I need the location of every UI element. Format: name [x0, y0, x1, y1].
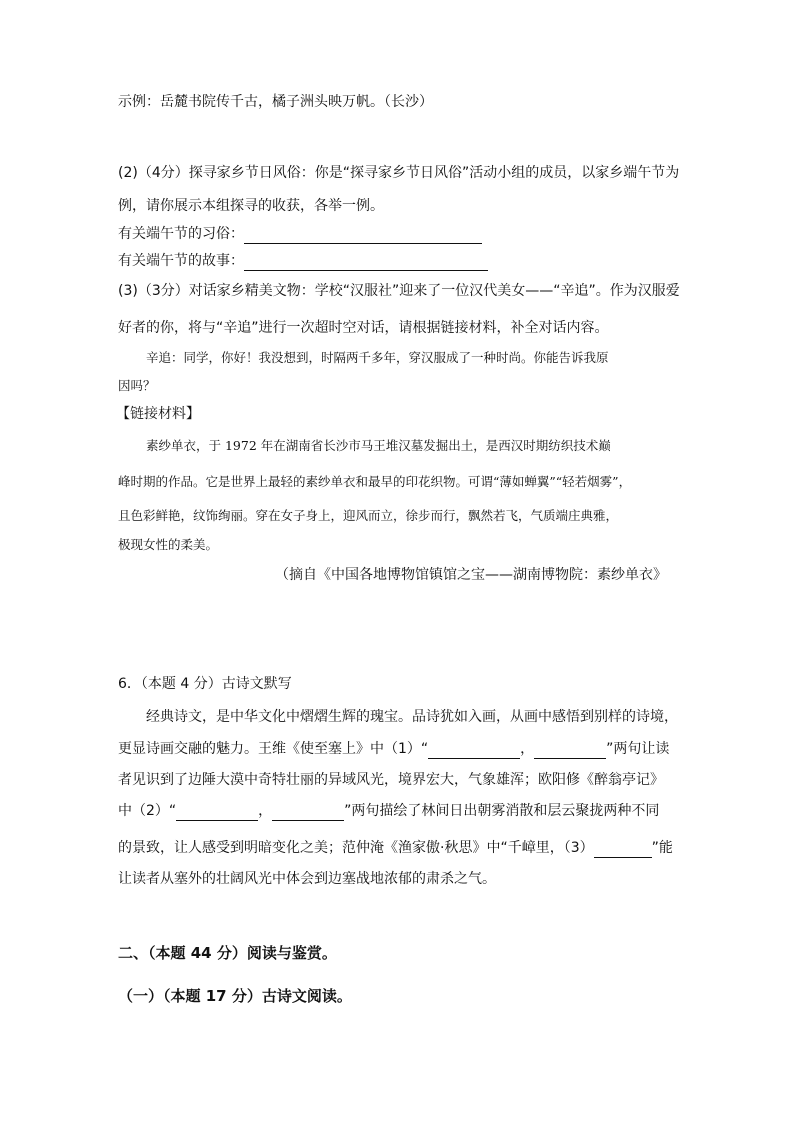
- q6-comma: ，: [520, 741, 535, 757]
- q6-text: 中（2）“: [118, 803, 177, 819]
- q6-text: ”两句让读: [606, 741, 670, 757]
- q6-comma: ，: [258, 803, 273, 819]
- material-line-1: 素纱单衣，于 1972 年在湖南省长沙市马王堆汉墓发掘出土，是西汉时期纺织技术巅: [146, 438, 611, 453]
- q2-story-label: 有关端午节的故事：: [118, 253, 244, 269]
- q2-prompt-line-1: (2)（4分）探寻家乡节日风俗：你是“探寻家乡节日风俗”活动小组的成员，以家乡端午节为: [118, 165, 680, 181]
- q6-paragraph-line-2: [118, 739, 669, 759]
- q6-paragraph-line-4: [118, 801, 659, 821]
- q3-prompt-line-1: (3)（3分）对话家乡精美文物：学校“汉服社”迎来了一位汉代美女——“辛追”。作为汉服爱: [118, 283, 680, 299]
- material-line-2: 峰时期的作品。它是世界上最轻的素纱单衣和最早的印花织物。可谓“薄如蝉翼”“轻若烟雾”，: [118, 474, 632, 489]
- material-source: （摘自《中国各地博物馆镇馆之宝——湖南博物院：素纱单衣》: [275, 567, 667, 583]
- section-two-subheading: （一）（本题 17 分）古诗文阅读。: [118, 987, 352, 1005]
- q3-prompt-line-2: 好者的你，将与“辛追”进行一次超时空对话，请根据链接材料，补全对话内容。: [118, 320, 609, 336]
- q6-text: ”能: [651, 840, 673, 856]
- q6-title: 6．（本题 4 分）古诗文默写: [118, 676, 292, 692]
- q2-prompt-line-2: 例，请你展示本组探寻的收获，各举一例。: [118, 198, 384, 214]
- q6-blank-3[interactable]: [594, 842, 652, 858]
- q6-text: ”两句描绘了林间日出朝雾消散和层云聚拢两种不同: [344, 803, 660, 819]
- q6-paragraph-line-1: 经典诗文，是中华文化中熠熠生辉的瑰宝。品诗犹如入画，从画中感悟到别样的诗境，: [146, 709, 678, 725]
- q2-story-answer-blank[interactable]: [244, 255, 488, 271]
- q2-custom-answer-blank[interactable]: [244, 228, 482, 244]
- material-line-4: 极现女性的柔美。: [118, 537, 219, 552]
- q3-dialogue-line-1: 辛追：同学，你好！我没想到，时隔两千多年，穿汉服成了一种时尚。你能告诉我原: [146, 350, 609, 365]
- q2-custom-row: [118, 224, 482, 244]
- section-two-heading: 二、（本题 44 分）阅读与鉴赏。: [118, 944, 337, 962]
- q6-blank-2a[interactable]: [176, 805, 258, 821]
- q6-text: 更显诗画交融的魅力。王维《使至塞上》中（1）“: [118, 741, 429, 757]
- q2-story-row: [118, 251, 488, 271]
- material-line-3: 且色彩鲜艳，纹饰绚丽。穿在女子身上，迎风而立，徐步而行，飘然若飞，气质端庄典雅，: [118, 508, 619, 523]
- q6-blank-1b[interactable]: [534, 743, 606, 759]
- q3-dialogue-line-2: 因吗？: [118, 378, 156, 393]
- q6-blank-1a[interactable]: [428, 743, 520, 759]
- q6-paragraph-line-5: [118, 838, 673, 858]
- q6-text: 的景致，让人感受到明暗变化之美；范仲淹《渔家傲·秋思》中“千嶂里，（3）: [118, 840, 594, 856]
- link-material-heading: 【链接材料】: [116, 406, 200, 422]
- q6-paragraph-line-6: 让读者从塞外的壮阔风光中体会到边塞战地浓郁的肃杀之气。: [118, 871, 496, 887]
- example-line: 示例：岳麓书院传千古，橘子洲头映万帆。（长沙）: [118, 94, 433, 110]
- q6-paragraph-line-3: 者见识到了边陲大漠中奇特壮丽的异域风光，境界宏大，气象雄浑；欧阳修《醉翁亭记》: [118, 772, 664, 788]
- q2-custom-label: 有关端午节的习俗：: [118, 226, 244, 242]
- q6-blank-2b[interactable]: [272, 805, 344, 821]
